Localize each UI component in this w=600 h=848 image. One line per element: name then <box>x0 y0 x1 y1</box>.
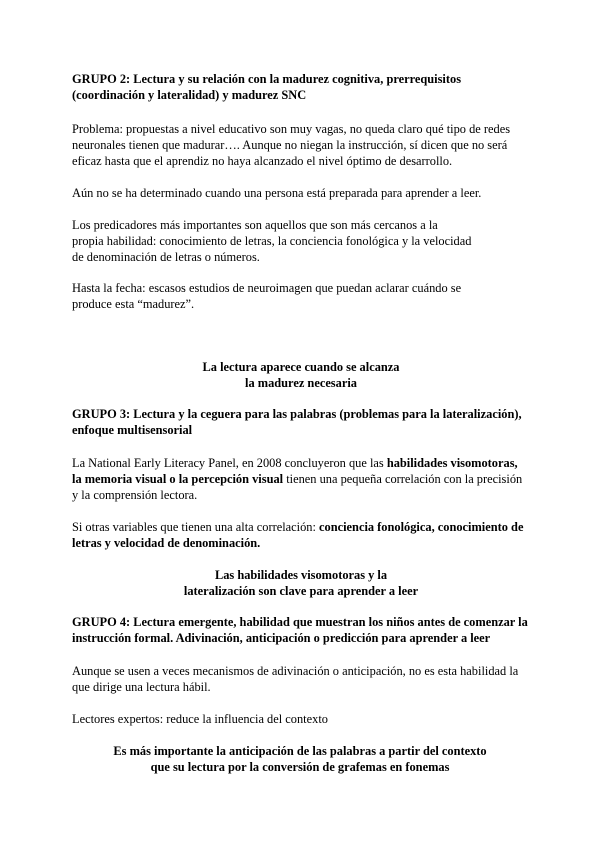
group2-readiness-paragraph: Aún no se ha determinado cuando una persona está preparada para aprender a leer. <box>72 186 482 200</box>
group2-predictors-paragraph <box>72 217 530 265</box>
text-line: Los predicadores más importantes son aquellos que son más cercanos a la <box>72 218 438 232</box>
nelp-text-end: tienen una pequeña correlación con la precisión y la comprensión lectora. <box>72 472 523 502</box>
text-line: de denominación de letras o números. <box>72 250 260 264</box>
correlation-text: Si otras variables que tienen una alta correlación: <box>72 520 320 534</box>
group2-conclusion <box>72 359 530 391</box>
conclusion-line: La lectura aparece cuando se alcanza <box>202 360 400 374</box>
group3-nelp-paragraph <box>72 455 530 503</box>
conclusion-line: Es más importante la anticipación de las palabras a partir del contexto <box>113 744 487 758</box>
group3-heading: GRUPO 3: Lectura y la ceguera para las palabras (problemas para la lateralización), enfoque multisensorial <box>72 407 522 437</box>
group3-correlation-paragraph <box>72 519 530 551</box>
text-line: Hasta la fecha: escasos estudios de neuroimagen que puedan aclarar cuándo se <box>72 281 462 295</box>
group4-anticipation-paragraph: Aunque se usen a veces mecanismos de adivinación o anticipación, no es esta habilidad la que dirige una lectura hábil. <box>72 664 519 694</box>
conclusion-line: que su lectura por la conversión de grafemas en fonemas <box>150 760 450 774</box>
correlation-bold-text: conciencia fonológica, conocimiento de letras y velocidad de denominación. <box>72 520 524 550</box>
group2-heading: GRUPO 2: Lectura y su relación con la madurez cognitiva, prerrequisitos (coordinación y lateralidad) y madurez SNC <box>72 72 462 102</box>
group4-expert-readers-paragraph: Lectores expertos: reduce la influencia del contexto <box>72 712 328 726</box>
text-line: propia habilidad: conocimiento de letras, la conciencia fonológica y la velocidad <box>72 234 472 248</box>
conclusion-line: Las habilidades visomotoras y la <box>214 568 388 582</box>
conclusion-line: lateralización son clave para aprender a leer <box>183 584 419 598</box>
nelp-text: La National Early Literacy Panel, en 2008 concluyeron que las <box>72 456 387 470</box>
text-line: Problema: propuestas a nivel educativo son muy vagas, no queda claro qué tipo de redes <box>72 122 511 136</box>
text-line: produce esta “madurez”. <box>72 297 195 311</box>
group2-neuroimaging-paragraph <box>72 280 530 312</box>
group4-conclusion <box>60 743 540 775</box>
conclusion-line: la madurez necesaria <box>245 376 357 390</box>
text-line: eficaz hasta que el aprendiz no haya alcanzado el nivel óptimo de desarrollo. <box>72 154 453 168</box>
nelp-bold-text: habilidades visomotoras, la memoria visual o la percepción visual <box>72 456 518 486</box>
group4-heading: GRUPO 4: Lectura emergente, habilidad que muestran los niños antes de comenzar la instrucción formal. Adivinación, anticipación o predicción para aprender a leer <box>72 615 528 645</box>
group2-problem-paragraph <box>72 121 530 169</box>
group3-conclusion <box>72 567 530 599</box>
text-line: neuronales tienen que madurar…. Aunque no niegan la instrucción, sí dicen que no será <box>72 138 508 152</box>
